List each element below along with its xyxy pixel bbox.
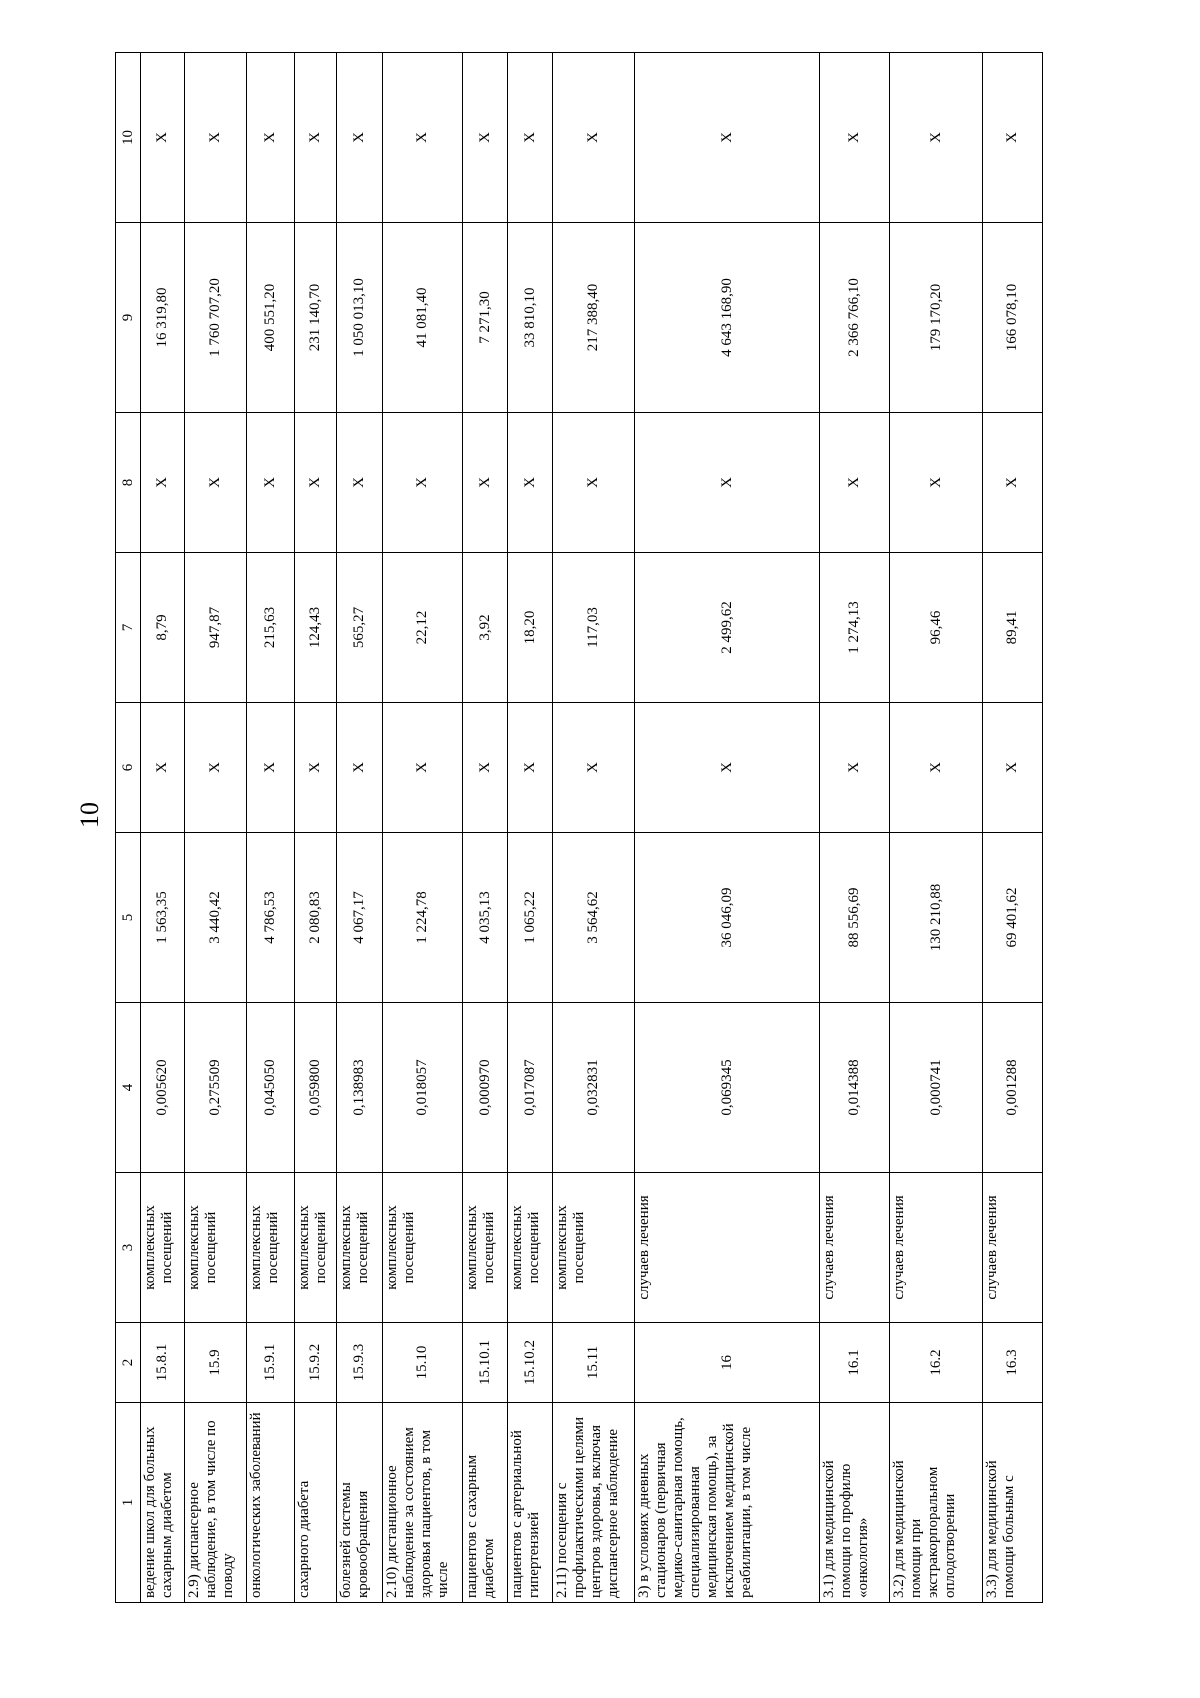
row-code: 15.11: [553, 1323, 635, 1403]
row-col8: Х: [508, 413, 553, 553]
row-col6: Х: [247, 703, 295, 833]
row-col10: Х: [635, 53, 820, 223]
row-col9: 7 271,30: [463, 223, 508, 413]
row-col7: 215,63: [247, 553, 295, 703]
row-norm: 0,000970: [463, 1003, 508, 1173]
row-cost: 1 065,22: [508, 833, 553, 1003]
row-code: 16: [635, 1323, 820, 1403]
row-col9: 1 050 013,10: [337, 223, 383, 413]
row-col7: 89,41: [983, 553, 1043, 703]
row-code: 15.10: [383, 1323, 463, 1403]
row-col7: 18,20: [508, 553, 553, 703]
table-header-row: [116, 53, 141, 1603]
table-row: [141, 53, 185, 1603]
row-code: 16.1: [820, 1323, 890, 1403]
row-col10: Х: [383, 53, 463, 223]
row-norm: 0,000741: [890, 1003, 983, 1173]
row-unit: случаев лечения: [983, 1173, 1043, 1323]
row-cost: 4 786,53: [247, 833, 295, 1003]
row-col7: 3,92: [463, 553, 508, 703]
header-cell: 1: [116, 1403, 141, 1603]
row-norm: 0,059800: [295, 1003, 337, 1173]
row-norm: 0,138983: [337, 1003, 383, 1173]
row-col7: 565,27: [337, 553, 383, 703]
data-table: [115, 52, 1043, 1603]
row-col10: Х: [553, 53, 635, 223]
rotated-table-container: [115, 53, 1129, 1603]
row-col10: Х: [337, 53, 383, 223]
row-col8: Х: [820, 413, 890, 553]
row-col6: Х: [890, 703, 983, 833]
header-cell: 3: [116, 1173, 141, 1323]
row-norm: 0,018057: [383, 1003, 463, 1173]
row-col8: Х: [141, 413, 185, 553]
row-col9: 231 140,70: [295, 223, 337, 413]
row-col8: Х: [247, 413, 295, 553]
row-col10: Х: [185, 53, 247, 223]
row-col10: Х: [141, 53, 185, 223]
row-unit: комплексных посещений: [553, 1173, 635, 1323]
row-col7: 96,46: [890, 553, 983, 703]
table-row: [463, 53, 508, 1603]
table-row: [890, 53, 983, 1603]
row-norm: 0,005620: [141, 1003, 185, 1173]
row-col8: Х: [383, 413, 463, 553]
row-norm: 0,001288: [983, 1003, 1043, 1173]
row-norm: 0,032831: [553, 1003, 635, 1173]
row-col6: Х: [185, 703, 247, 833]
row-col6: Х: [295, 703, 337, 833]
row-code: 15.8.1: [141, 1323, 185, 1403]
row-unit: комплексных посещений: [383, 1173, 463, 1323]
row-col9: 4 643 168,90: [635, 223, 820, 413]
row-col9: 2 366 766,10: [820, 223, 890, 413]
row-col8: Х: [295, 413, 337, 553]
table-row: [983, 53, 1043, 1603]
row-col6: Х: [463, 703, 508, 833]
row-norm: 0,069345: [635, 1003, 820, 1173]
page-number: 10: [75, 802, 104, 828]
row-cost: 69 401,62: [983, 833, 1043, 1003]
row-name: 3.3) для медицинской помощи больным с: [983, 1403, 1043, 1603]
row-col7: 8,79: [141, 553, 185, 703]
row-code: 15.9.3: [337, 1323, 383, 1403]
row-col7: 117,03: [553, 553, 635, 703]
row-col6: Х: [983, 703, 1043, 833]
row-norm: 0,275509: [185, 1003, 247, 1173]
row-col9: 41 081,40: [383, 223, 463, 413]
row-col10: Х: [295, 53, 337, 223]
table-row: [635, 53, 820, 1603]
row-col10: Х: [890, 53, 983, 223]
row-unit: комплексных посещений: [141, 1173, 185, 1323]
row-col8: Х: [890, 413, 983, 553]
row-name: ведение школ для больных сахарным диабетом: [141, 1403, 185, 1603]
row-cost: 36 046,09: [635, 833, 820, 1003]
header-cell: 4: [116, 1003, 141, 1173]
table-row: [820, 53, 890, 1603]
row-unit: случаев лечения: [635, 1173, 820, 1323]
row-unit: комплексных посещений: [295, 1173, 337, 1323]
row-col7: 947,87: [185, 553, 247, 703]
row-code: 16.2: [890, 1323, 983, 1403]
row-col8: Х: [983, 413, 1043, 553]
table-row: [383, 53, 463, 1603]
row-cost: 130 210,88: [890, 833, 983, 1003]
row-col6: Х: [553, 703, 635, 833]
table-row: [553, 53, 635, 1603]
header-cell: 5: [116, 833, 141, 1003]
row-col8: Х: [553, 413, 635, 553]
row-cost: 1 224,78: [383, 833, 463, 1003]
row-norm: 0,017087: [508, 1003, 553, 1173]
table-row: [337, 53, 383, 1603]
row-code: 15.10.2: [508, 1323, 553, 1403]
header-cell: 8: [116, 413, 141, 553]
row-cost: 2 080,83: [295, 833, 337, 1003]
row-col9: 166 078,10: [983, 223, 1043, 413]
row-unit: комплексных посещений: [247, 1173, 295, 1323]
row-name: 2.9) диспансерное наблюдение, в том числе по поводу: [185, 1403, 247, 1603]
row-col6: Х: [820, 703, 890, 833]
row-code: 15.9.1: [247, 1323, 295, 1403]
row-cost: 3 440,42: [185, 833, 247, 1003]
row-col6: Х: [337, 703, 383, 833]
row-norm: 0,045050: [247, 1003, 295, 1173]
table-row: [185, 53, 247, 1603]
row-col7: 22,12: [383, 553, 463, 703]
row-col8: Х: [635, 413, 820, 553]
row-code: 15.9: [185, 1323, 247, 1403]
header-cell: 2: [116, 1323, 141, 1403]
row-name: 2.11) посещения с профилактическими целями центров здоровья, включая диспансерное наблюдение: [553, 1403, 635, 1603]
row-col10: Х: [463, 53, 508, 223]
row-name: пациентов с артериальной гипертензией: [508, 1403, 553, 1603]
row-col6: Х: [383, 703, 463, 833]
row-cost: 88 556,69: [820, 833, 890, 1003]
row-unit: комплексных посещений: [508, 1173, 553, 1323]
row-code: 16.3: [983, 1323, 1043, 1403]
header-cell: 6: [116, 703, 141, 833]
table-row: [247, 53, 295, 1603]
row-cost: 1 563,35: [141, 833, 185, 1003]
table-row: [508, 53, 553, 1603]
row-col9: 179 170,20: [890, 223, 983, 413]
row-unit: случаев лечения: [820, 1173, 890, 1323]
row-col8: Х: [463, 413, 508, 553]
row-name: 3.2) для медицинской помощи при экстракорпоральном оплодотворении: [890, 1403, 983, 1603]
row-col10: Х: [508, 53, 553, 223]
row-cost: 4 035,13: [463, 833, 508, 1003]
row-name: болезней системы кровообращения: [337, 1403, 383, 1603]
row-name: пациентов с сахарным диабетом: [463, 1403, 508, 1603]
table-row: [295, 53, 337, 1603]
row-unit: случаев лечения: [890, 1173, 983, 1323]
header-cell: 7: [116, 553, 141, 703]
row-name: сахарного диабета: [295, 1403, 337, 1603]
row-col10: Х: [983, 53, 1043, 223]
row-col6: Х: [508, 703, 553, 833]
row-unit: комплексных посещений: [337, 1173, 383, 1323]
header-cell: 9: [116, 223, 141, 413]
row-code: 15.10.1: [463, 1323, 508, 1403]
row-col9: 1 760 707,20: [185, 223, 247, 413]
row-name: 3) в условиях дневных стационаров (первичная медико-санитарная помощь, специализированная медицинская помощь), за исключением медицинской реабилитации, в том числе: [635, 1403, 820, 1603]
row-code: 15.9.2: [295, 1323, 337, 1403]
row-name: 3.1) для медицинской помощи по профилю «онкология»: [820, 1403, 890, 1603]
row-cost: 3 564,62: [553, 833, 635, 1003]
header-cell: 10: [116, 53, 141, 223]
row-norm: 0,014388: [820, 1003, 890, 1173]
row-col8: Х: [185, 413, 247, 553]
row-name: 2.10) дистанционное наблюдение за состоянием здоровья пациентов, в том числе: [383, 1403, 463, 1603]
row-col7: 2 499,62: [635, 553, 820, 703]
row-col7: 1 274,13: [820, 553, 890, 703]
row-col9: 400 551,20: [247, 223, 295, 413]
row-col10: Х: [820, 53, 890, 223]
row-cost: 4 067,17: [337, 833, 383, 1003]
row-col10: Х: [247, 53, 295, 223]
row-col6: Х: [141, 703, 185, 833]
row-col7: 124,43: [295, 553, 337, 703]
row-unit: комплексных посещений: [185, 1173, 247, 1323]
row-col6: Х: [635, 703, 820, 833]
row-unit: комплексных посещений: [463, 1173, 508, 1323]
row-col8: Х: [337, 413, 383, 553]
row-col9: 16 319,80: [141, 223, 185, 413]
row-col9: 33 810,10: [508, 223, 553, 413]
row-name: онкологических заболеваний: [247, 1403, 295, 1603]
row-col9: 217 388,40: [553, 223, 635, 413]
